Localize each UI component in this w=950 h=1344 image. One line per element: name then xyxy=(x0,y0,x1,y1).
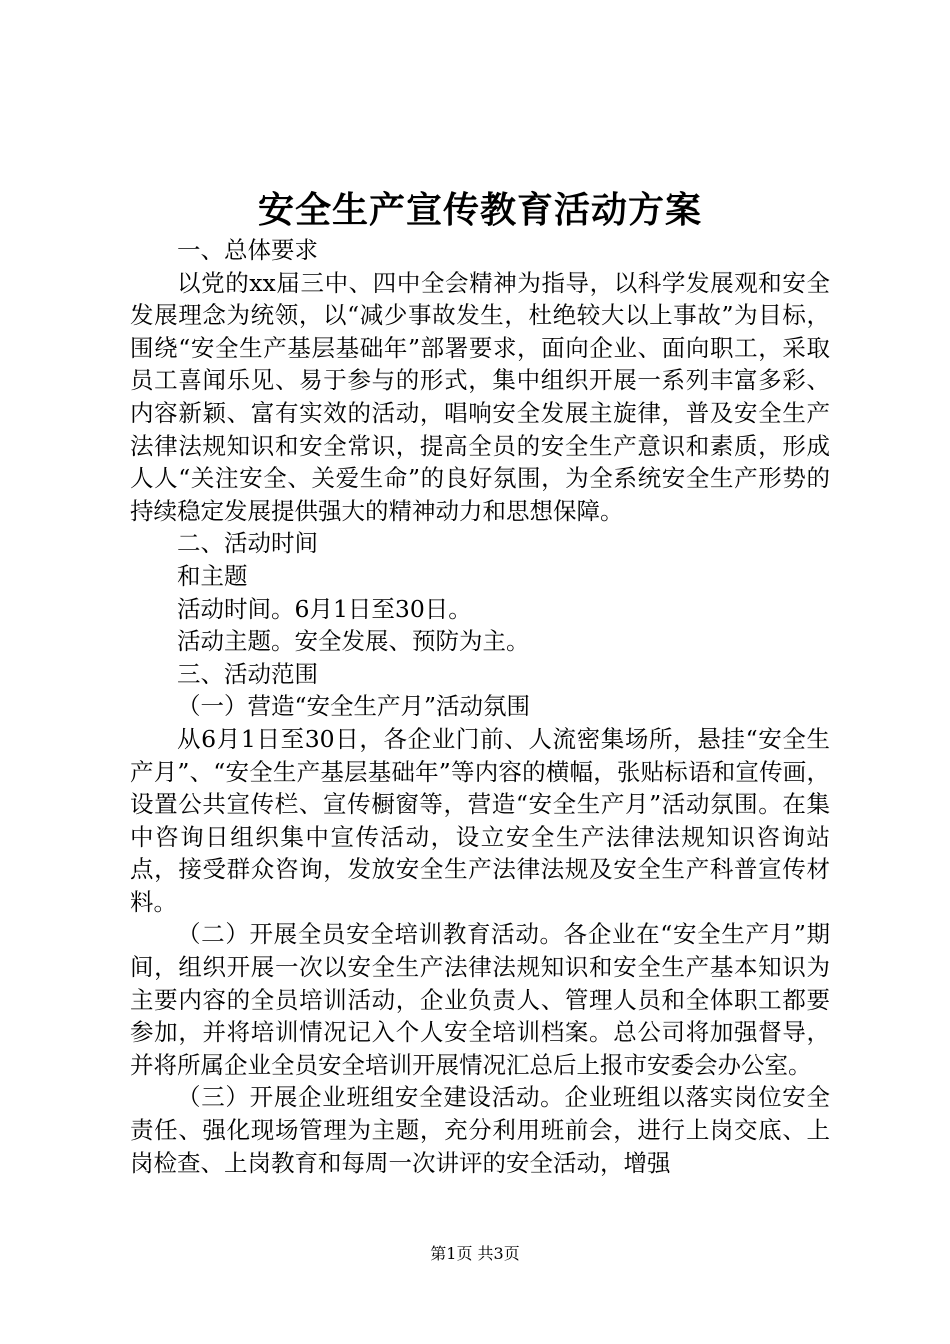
paragraph-activity-time: 活动时间。6月1日至30日。 xyxy=(177,594,472,623)
page-footer: 第1页 共3页 xyxy=(430,1244,520,1263)
paragraph-training: （二）开展全员安全培训教育活动。各企业在“安全生产月”期间，组织开展一次以安全生产法律法规知识和安全生产基本知识为主要内容的全员培训活动，企业负责人、管理人员和全体职工都要参加，并将培训情况记入个人安全培训档案。总公司将加强督导，并将所属企业全员安全培训开展情况汇总后上报市安委会办公室。 xyxy=(130,920,830,1079)
paragraph-activity-theme: 活动主题。安全发展、预防为主。 xyxy=(177,627,530,656)
document-page xyxy=(130,186,830,1179)
document-title: 安全生产宣传教育活动方案 xyxy=(257,189,702,231)
subsection-heading-1: （一）营造“安全生产月”活动氛围 xyxy=(177,692,531,721)
section-heading-3: 三、活动范围 xyxy=(177,659,318,688)
section-heading-2-continued: 和主题 xyxy=(177,561,248,590)
section-heading-1: 一、总体要求 xyxy=(177,236,318,264)
section-heading-2: 二、活动时间 xyxy=(177,529,318,558)
paragraph-general-requirements: 以党的xx届三中、四中全会精神为指导，以科学发展观和安全发展理念为统领，以“减少事故发生，杜绝较大以上事故”为目标，围绕“安全生产基层基础年”部署要求，面向企业、面向职工，采取员工喜闻乐见、易于参与的形式，集中组织开展一系列丰富多彩、内容新颖、富有实效的活动，唱响安全发展主旋律，普及安全生产法律法规知识和安全常识，提高全员的安全生产意识和素质，形成人人“关注安全、关爱生命”的良好氛围，为全系统安全生产形势的持续稳定发展提供强大的精神动力和思想保障。 xyxy=(130,268,830,525)
paragraph-atmosphere: 从6月1日至30日，各企业门前、人流密集场所，悬挂“安全生产月”、“安全生产基层基础年”等内容的横幅，张贴标语和宣传画，设置公共宣传栏、宣传橱窗等，营造“安全生产月”活动氛围。在集中咨询日组织集中宣传活动，设立安全生产法律法规知识咨询站点，接受群众咨询，发放安全生产法律法规及安全生产科普宣传材料。 xyxy=(130,724,830,916)
paragraph-team-safety: （三）开展企业班组安全建设活动。企业班组以落实岗位安全责任、强化现场管理为主题，充分利用班前会，进行上岗交底、上岗检查、上岗教育和每周一次讲评的安全活动，增强 xyxy=(130,1083,830,1177)
